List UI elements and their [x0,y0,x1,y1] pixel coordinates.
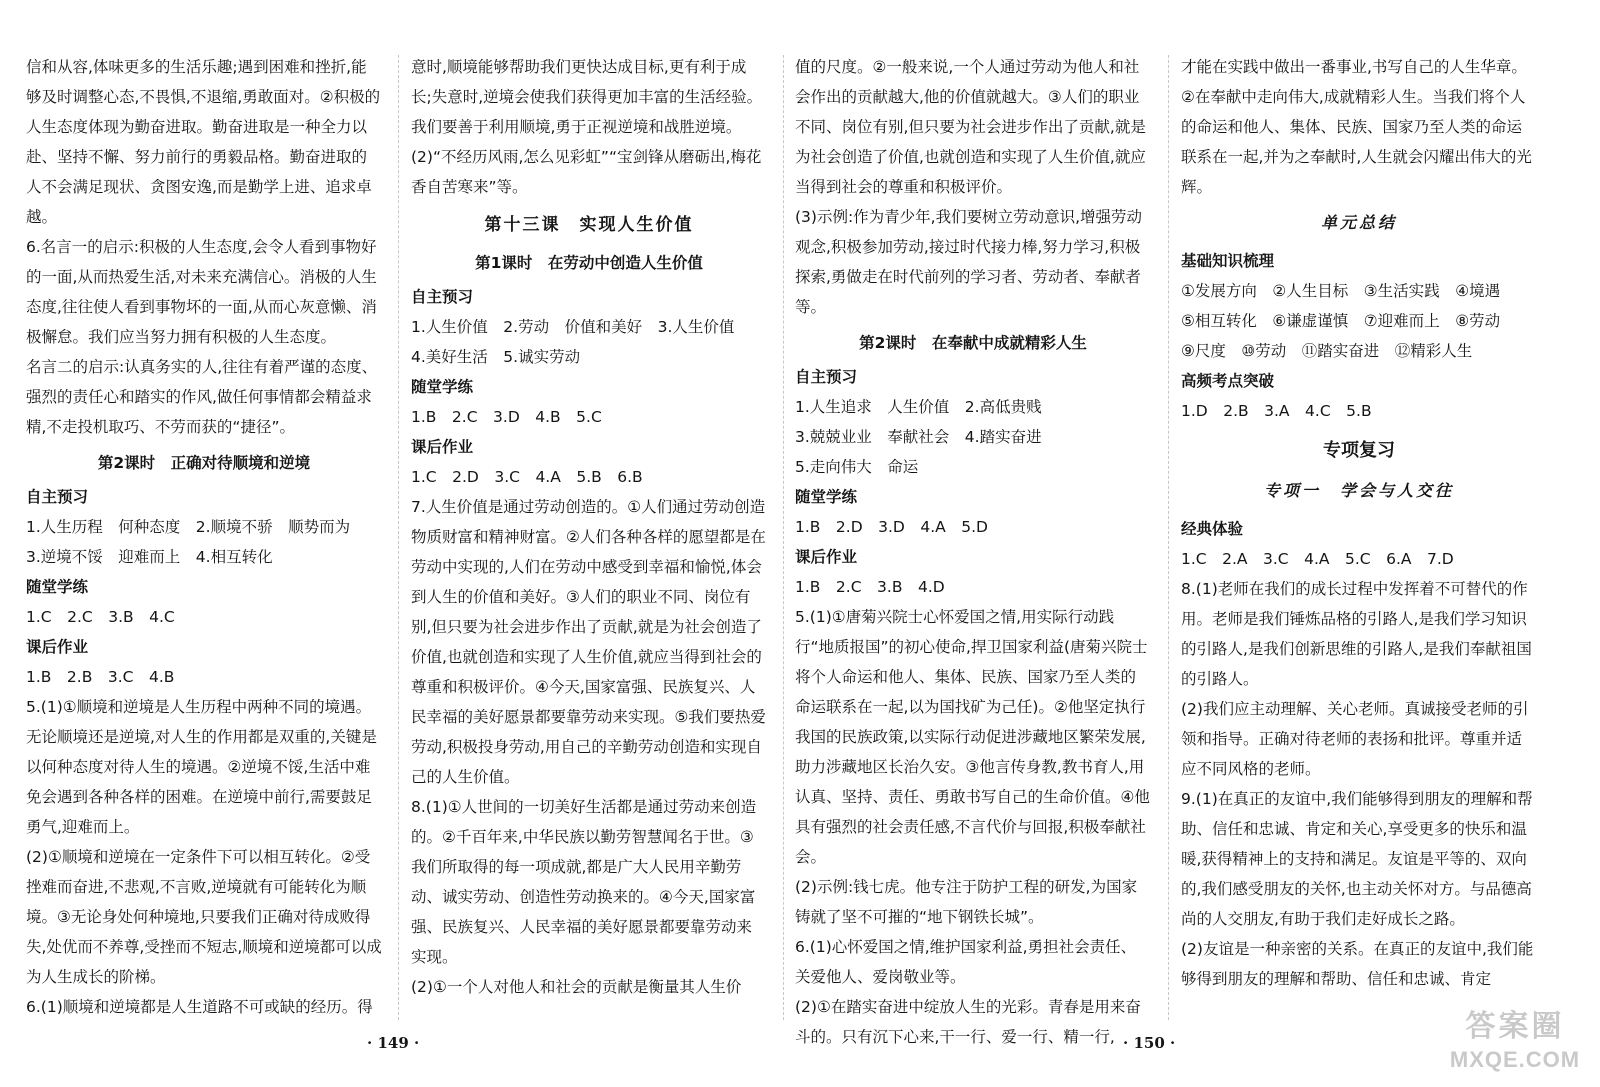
watermark-top-text: 答案圈 [1465,1010,1565,1043]
column-divider [398,55,399,1020]
paragraph: (2)①顺境和逆境在一定条件下可以相互转化。②受挫难而奋进,不悲观,不言败,逆境就有可能转化为顺境。③无论身处何种境地,只要我们正确对待成败得失,处优而不养尊,受挫而不短志,顺境和逆境都可以成为人生成长的阶梯。 [26,848,382,986]
paragraph: 1.C 2.D 3.C 4.A 5.B 6.B [411,468,643,486]
unit-heading: 单元总结 [1320,213,1397,232]
section-heading: 基础知识梳理 [1181,252,1275,270]
review-heading: 专项复习 [1323,440,1395,461]
column-4 [1181,52,1537,994]
paragraph: (3)示例:作为青少年,我们要树立劳动意识,增强劳动观念,积极参加劳动,接过时代接力棒,努力学习,积极探索,勇做走在时代前列的学习者、劳动者、奉献者等。 [795,208,1143,316]
page-number-right: · 150 · [1123,1034,1176,1052]
paragraph: 6.(1)心怀爱国之情,维护国家利益,勇担社会责任、关爱他人、爱岗敬业等。 [795,938,1137,986]
paragraph: (2)示例:钱七虎。他专注于防护工程的研发,为国家铸就了坚不可摧的“地下钢铁长城”。 [795,878,1138,926]
chapter-heading: 第十三课 实现人生价值 [484,215,694,235]
paragraph: ①发展方向 ②人生目标 ③生活实践 ④境遇 [1181,282,1501,300]
column-divider [1168,55,1169,1020]
section-heading: 自主预习 [26,488,89,506]
paragraph: 信和从容,体味更多的生活乐趣;遇到困难和挫折,能够及时调整心态,不畏惧,不退缩,勇敢面对。②积极的人生态度体现为勤奋进取。勤奋进取是一种全力以赴、坚持不懈、努力前行的勇毅品格。勤奋进取的人不会满足现状、贪图安逸,而是勤学上进、追求卓越。 [26,58,381,226]
paragraph: 3.逆境不馁 迎难而上 4.相互转化 [26,548,273,566]
section-heading: 随堂学练 [795,488,858,506]
paragraph: 1.人生历程 何种态度 2.顺境不骄 顺势而为 [26,518,351,536]
watermark-logo [1433,1008,1597,1082]
paragraph: 6.名言一的启示:积极的人生态度,会令人看到事物好的一面,从而热爱生活,对未来充满信心。消极的人生态度,往往使人看到事物坏的一面,从而心灰意懒、消极懈怠。我们应当努力拥有积极的人生态度。 [26,238,377,346]
paragraph: (2)①在踏实奋进中绽放人生的光彩。青春是用来奋斗的。只有沉下心来,干一行、爱一行、精一行, [795,998,1141,1046]
paragraph: 1.人生价值 2.劳动 价值和美好 3.人生价值 [411,318,735,336]
special-topic-heading: 专项一 学会与人交往 [1263,481,1454,500]
section-heading: 随堂学练 [411,378,474,396]
column-3 [795,52,1151,1052]
paragraph: 4.美好生活 5.诚实劳动 [411,348,581,366]
section-heading: 随堂学练 [26,578,89,596]
lesson-heading: 第2课时 正确对待顺境和逆境 [97,454,311,472]
lesson-heading: 第2课时 在奉献中成就精彩人生 [859,334,1087,352]
paragraph: 5.走向伟大 命运 [795,458,919,476]
section-heading: 自主预习 [411,288,474,306]
paragraph: 1.C 2.A 3.C 4.A 5.C 6.A 7.D [1181,550,1454,568]
paragraph: (2)“不经历风雨,怎么见彩虹”“宝剑锋从磨砺出,梅花香自苦寒来”等。 [411,148,762,196]
paragraph: (2)①一个人对他人和社会的贡献是衡量其人生价 [411,978,742,996]
paragraph: 1.B 2.C 3.D 4.B 5.C [411,408,602,426]
lesson-heading: 第1课时 在劳动中创造人生价值 [475,254,703,272]
section-heading: 高频考点突破 [1181,372,1275,390]
page-number-left: · 149 · [367,1034,420,1052]
section-heading: 经典体验 [1181,520,1244,538]
column-1 [26,52,382,1022]
paragraph: ⑤相互转化 ⑥谦虚谨慎 ⑦迎难而上 ⑧劳动 [1181,312,1501,330]
watermark-bottom-text: MXQE.COM [1449,1047,1581,1072]
paragraph: 1.B 2.D 3.D 4.A 5.D [795,518,988,536]
paragraph: 6.(1)顺境和逆境都是人生道路不可或缺的经历。得 [26,998,373,1016]
paragraph: 7.人生价值是通过劳动创造的。①人们通过劳动创造物质财富和精神财富。②人们各种各样的愿望都是在劳动中实现的,人们在劳动中感受到幸福和愉悦,体会到人生的价值和美好。③人们的职业不同、岗位有别,但只要为社会进步作出了贡献,就是为社会创造了价值,也就创造和实现了人生价值,就应当得到社会的尊重和积极评价。④今天,国家富强、民族复兴、人民幸福的美好愿景都要靠劳动来实现。⑤我们要热爱劳动,积极投身劳动,用自己的辛勤劳动创造和实现自己的人生价值。 [411,498,766,786]
column-2 [411,52,767,1002]
paragraph: (2)我们应主动理解、关心老师。真诚接受老师的引领和指导。正确对待老师的表扬和批评。尊重并适应不同风格的老师。 [1181,700,1529,778]
paragraph: 3.兢兢业业 奉献社会 4.踏实奋进 [795,428,1042,446]
paragraph: 名言二的启示:认真务实的人,往往有着严谨的态度、强烈的责任心和踏实的作风,做任何事情都会精益求精,不走投机取巧、不劳而获的“捷径”。 [26,358,378,436]
paragraph: 1.C 2.C 3.B 4.C [26,608,175,626]
paragraph: 值的尺度。②一般来说,一个人通过劳动为他人和社会作出的贡献越大,他的价值就越大。③人们的职业不同、岗位有别,但只要为社会进步作出了贡献,就是为社会创造了价值,也就创造和实现了人生价值,就应当得到社会的尊重和积极评价。 [795,58,1146,196]
section-heading: 课后作业 [411,438,474,456]
paragraph: 8.(1)老师在我们的成长过程中发挥着不可替代的作用。老师是我们锤炼品格的引路人,是我们学习知识的引路人,是我们创新思维的引路人,是我们奉献祖国的引路人。 [1181,580,1532,688]
section-heading: 自主预习 [795,368,858,386]
paragraph: 8.(1)①人世间的一切美好生活都是通过劳动来创造的。②千百年来,中华民族以勤劳智慧闻名于世。③我们所取得的每一项成就,都是广大人民用辛勤劳动、诚实劳动、创造性劳动换来的。④今天,国家富强、民族复兴、人民幸福的美好愿景都要靠劳动来实现。 [411,798,757,966]
paragraph: 1.D 2.B 3.A 4.C 5.B [1181,402,1372,420]
paragraph: 1.B 2.B 3.C 4.B [26,668,175,686]
paragraph: 5.(1)①唐菊兴院士心怀爱国之情,用实际行动践行“地质报国”的初心使命,捍卫国家利益(唐菊兴院士将个人命运和他人、集体、民族、国家乃至人类的命运联系在一起,以为国找矿为己任)。②他坚定执行我国的民族政策,以实际行动促进涉藏地区繁荣发展,助力涉藏地区长治久安。③他言传身教,教书育人,用认真、坚持、责任、勇敢书写自己的生命价值。④他具有强烈的社会责任感,不言代价与回报,积极奉献社会。 [795,608,1150,866]
paragraph: (2)友谊是一种亲密的关系。在真正的友谊中,我们能够得到朋友的理解和帮助、信任和忠诚、肯定 [1181,940,1534,988]
column-divider [783,55,784,1020]
paragraph: 9.(1)在真正的友谊中,我们能够得到朋友的理解和帮助、信任和忠诚、肯定和关心,享受更多的快乐和温暖,获得精神上的支持和满足。友谊是平等的、双向的,我们感受朋友的关怀,也主动关怀对方。与品德高尚的人交朋友,有助于我们走好成长之路。 [1181,790,1533,928]
section-heading: 课后作业 [26,638,89,656]
paragraph: 1.人生追求 人生价值 2.高低贵贱 [795,398,1042,416]
section-heading: 课后作业 [795,548,858,566]
paragraph: 5.(1)①顺境和逆境是人生历程中两种不同的境遇。无论顺境还是逆境,对人生的作用都是双重的,关键是以何种态度对待人生的境遇。②逆境不馁,生活中难免会遇到各种各样的困难。在逆境中前行,需要鼓足勇气,迎难而上。 [26,698,377,836]
paragraph: 1.B 2.C 3.B 4.D [795,578,945,596]
paragraph: ⑨尺度 ⑩劳动 ⑪踏实奋进 ⑫精彩人生 [1181,342,1473,360]
paragraph: 才能在实践中做出一番事业,书写自己的人生华章。②在奉献中走向伟大,成就精彩人生。当我们将个人的命运和他人、集体、民族、国家乃至人类的命运联系在一起,并为之奉献时,人生就会闪耀出伟大的光辉。 [1181,58,1532,196]
paragraph: 意时,顺境能够帮助我们更快达成目标,更有利于成长;失意时,逆境会使我们获得更加丰富的生活经验。我们要善于利用顺境,勇于正视逆境和战胜逆境。 [411,58,763,136]
